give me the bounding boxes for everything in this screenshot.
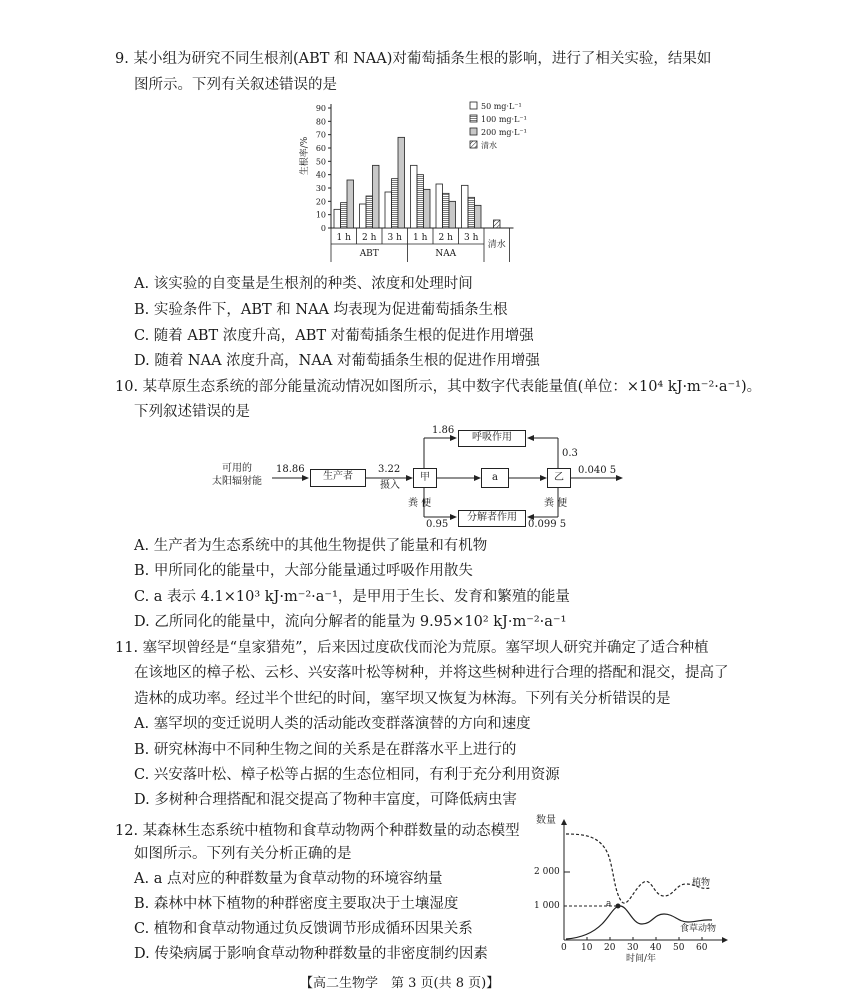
decomposer-box: 分解者作用 xyxy=(458,510,526,527)
bar xyxy=(347,180,354,228)
bar xyxy=(449,201,456,228)
legend-swatch xyxy=(470,128,477,135)
value-yi-decomp: 0.099 5 xyxy=(528,519,567,530)
solar-label-line1: 可用的 xyxy=(222,463,252,474)
category-label: 2 h xyxy=(362,233,377,243)
category-label: 1 h xyxy=(336,233,351,243)
graph-xtick-40: 40 xyxy=(650,943,662,953)
legend-swatch xyxy=(470,115,477,122)
category-label: 2 h xyxy=(438,233,453,243)
bar xyxy=(443,193,450,228)
y-tick-label: 90 xyxy=(315,104,326,113)
y-tick-label: 80 xyxy=(315,117,326,127)
bar xyxy=(392,179,399,228)
bar xyxy=(366,196,373,228)
y-axis-label: 生根率/% xyxy=(300,136,310,176)
value-yi-out: 0.040 5 xyxy=(578,465,617,476)
point-a xyxy=(616,904,621,909)
legend-label: 100 mg·L⁻¹ xyxy=(481,115,527,124)
y-tick-label: 20 xyxy=(315,197,326,207)
legend-label: 清水 xyxy=(481,141,497,150)
bar xyxy=(341,203,348,228)
q10-option-d: D. 乙所同化的能量中，流向分解者的能量为 9.95×10² kJ·m⁻²·a⁻¹ xyxy=(134,614,567,630)
feces-jia-label: 粪 便 xyxy=(408,498,432,509)
value-solar: 18.86 xyxy=(276,464,305,475)
category-label: 3 h xyxy=(387,233,402,243)
q12-option-b: B. 森林中林下植物的种群密度主要取决于土壤湿度 xyxy=(134,896,459,912)
bar xyxy=(494,220,501,228)
q11-line2: 在该地区的樟子松、云杉、兴安落叶松等树种，并将这些树种进行合理的搭配和混交，提高了 xyxy=(134,665,729,681)
producer-box: 生产者 xyxy=(310,469,366,487)
q12-stem-line1: 12. 某森林生态系统中植物和食草动物两个种群数量的动态模型 xyxy=(115,823,520,839)
respiration-box: 呼吸作用 xyxy=(458,430,526,447)
q11-line3: 造林的成功率。经过半个世纪的时间，塞罕坝又恢复为林海。下列有关分析错误的是 xyxy=(134,691,671,707)
q10-option-a: A. 生产者为生态系统中的其他生物提供了能量和有机物 xyxy=(134,538,488,554)
bar xyxy=(462,185,469,228)
q9-option-a: A. 该实验的自变量是生根剂的种类、浓度和处理时间 xyxy=(134,276,473,292)
y-tick-label: 0 xyxy=(320,224,326,233)
group-label: NAA xyxy=(435,249,457,259)
bar xyxy=(385,192,392,228)
value-jia-decomp: 0.95 xyxy=(426,519,449,530)
q12-option-c: C. 植物和食草动物通过负反馈调节形成循环因果关系 xyxy=(134,921,473,937)
graph-xlabel: 时间/年 xyxy=(626,954,657,964)
legend-label: 50 mg·L⁻¹ xyxy=(481,102,522,111)
q9-option-b: B. 实验条件下，ABT 和 NAA 均表现为促进葡萄插条生根 xyxy=(134,302,508,318)
y-tick-label: 50 xyxy=(315,157,326,167)
intake-label: 摄入 xyxy=(380,480,400,491)
page-footer: 【高二生物学 第 3 页(共 8 页)】 xyxy=(300,976,500,991)
bar xyxy=(398,137,405,228)
y-tick-label: 10 xyxy=(315,210,326,220)
group-label: 清水 xyxy=(487,240,506,250)
y-tick-label: 40 xyxy=(315,170,326,180)
graph-y2000: 2 000 xyxy=(534,867,560,877)
bar xyxy=(360,204,367,228)
bar xyxy=(411,165,418,228)
q10-stem-line1: 10. 某草原生态系统的部分能量流动情况如图所示，其中数字代表能量值(单位：×10⁴ kJ·m⁻²·a⁻¹)。 xyxy=(115,379,762,395)
q9-option-d: D. 随着 NAA 浓度升高，NAA 对葡萄插条生根的促进作用增强 xyxy=(134,353,540,369)
bar xyxy=(424,189,431,228)
bar xyxy=(475,205,482,228)
graph-y1000: 1 000 xyxy=(534,901,560,911)
graph-xtick-10: 10 xyxy=(581,943,593,953)
graph-plant-label: 植物 xyxy=(692,878,711,888)
legend-swatch xyxy=(470,102,477,109)
q11-option-a: A. 塞罕坝的变迁说明人类的活动能改变群落演替的方向和速度 xyxy=(134,716,531,732)
jia-box: 甲 xyxy=(413,468,437,488)
category-label: 1 h xyxy=(413,233,428,243)
value-resp: 1.86 xyxy=(432,425,455,436)
q12-option-d: D. 传染病属于影响食草动物种群数量的非密度制约因素 xyxy=(134,946,488,962)
q11-line1: 11. 塞罕坝曾经是“皇家猎苑”，后来因过度砍伐而沦为荒原。塞罕坝人研究并确定了适合种植 xyxy=(115,640,709,656)
legend-swatch xyxy=(470,141,477,148)
legend-label: 200 mg·L⁻¹ xyxy=(481,128,527,137)
value-yi-resp: 0.3 xyxy=(562,448,578,459)
y-tick-label: 70 xyxy=(315,130,326,140)
q9-stem-line1: 9. 某小组为研究不同生根剂(ABT 和 NAA)对葡萄插条生根的影响，进行了相关实验，结果如 xyxy=(115,51,712,67)
bar xyxy=(373,165,380,228)
y-tick-label: 60 xyxy=(315,144,326,153)
graph-xtick-0: 0 xyxy=(561,943,567,953)
value-intake: 3.22 xyxy=(378,464,401,475)
plant-curve xyxy=(566,834,710,903)
graph-xtick-60: 60 xyxy=(696,943,708,953)
bar xyxy=(417,175,424,228)
category-label: 3 h xyxy=(464,233,479,243)
q10-option-c: C. a 表示 4.1×10³ kJ·m⁻²·a⁻¹，是甲用于生长、发育和繁殖的能量 xyxy=(134,589,570,605)
y-tick-label: 30 xyxy=(315,184,326,193)
q9-stem-line2: 图所示。下列有关叙述错误的是 xyxy=(134,77,337,93)
q11-option-d: D. 多树种合理搭配和混交提高了物种丰富度，可降低病虫害 xyxy=(134,792,517,808)
q12-stem-line2: 如图所示。下列有关分析正确的是 xyxy=(134,846,352,862)
graph-xtick-30: 30 xyxy=(627,943,639,953)
bar xyxy=(334,209,341,228)
graph-herbivore-label: 食草动物 xyxy=(680,924,717,934)
solar-label-line2: 太阳辐射能 xyxy=(212,476,262,487)
graph-xtick-50: 50 xyxy=(673,943,685,953)
graph-ylabel: 数量 xyxy=(536,815,556,826)
q12-option-a: A. a 点对应的种群数量为食草动物的环境容纳量 xyxy=(134,871,443,887)
a-box: a xyxy=(481,468,509,488)
q10-option-b: B. 甲所同化的能量中，大部分能量通过呼吸作用散失 xyxy=(134,563,473,579)
q10-stem-line2: 下列叙述错误的是 xyxy=(134,404,250,420)
yi-box: 乙 xyxy=(547,468,571,488)
graph-xtick-20: 20 xyxy=(604,943,616,953)
group-label: ABT xyxy=(359,249,379,259)
bar xyxy=(436,184,443,228)
feces-yi-label: 粪 便 xyxy=(544,498,568,509)
q9-option-c: C. 随着 ABT 浓度升高，ABT 对葡萄插条生根的促进作用增强 xyxy=(134,328,534,344)
energy-flow-diagram xyxy=(210,422,630,532)
q9-bar-chart xyxy=(295,98,555,270)
population-dynamics-graph xyxy=(530,812,730,967)
q11-option-c: C. 兴安落叶松、樟子松等占据的生态位相同，有利于充分利用资源 xyxy=(134,767,560,783)
graph-point-a-label: a xyxy=(606,899,612,909)
q11-option-b: B. 研究林海中不同种生物之间的关系是在群落水平上进行的 xyxy=(134,742,517,758)
bar xyxy=(468,197,475,228)
herbivore-curve xyxy=(566,906,712,939)
